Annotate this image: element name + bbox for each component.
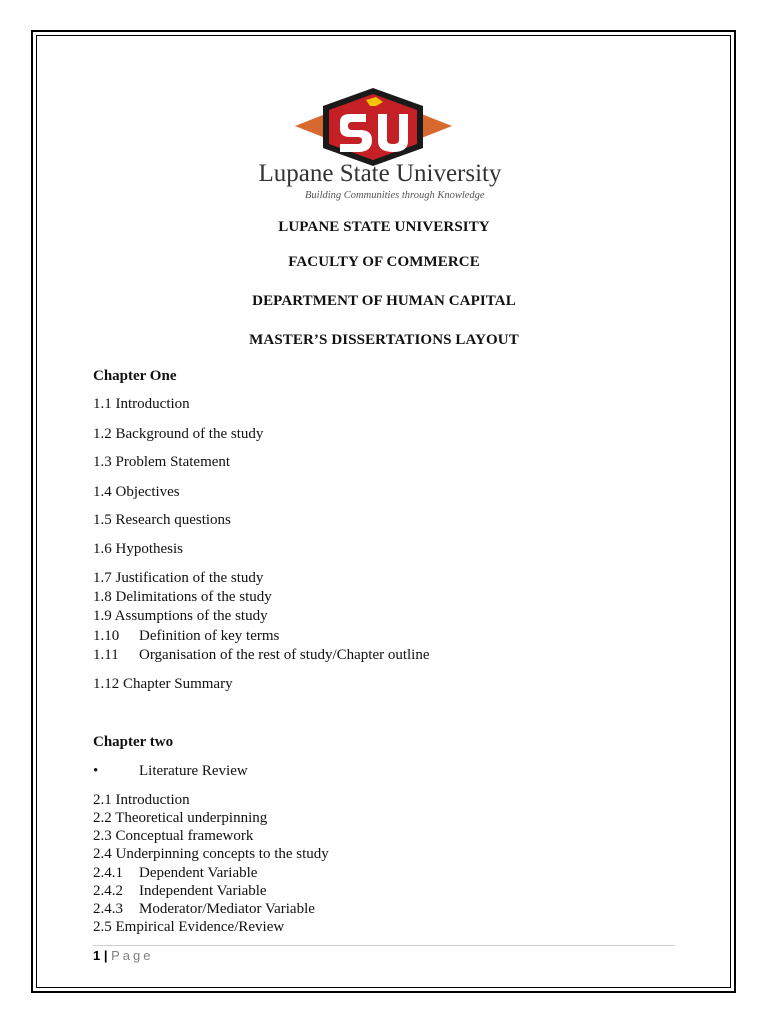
list-item-text: Definition of key terms [139,628,280,644]
chapter-one-heading: Chapter One [93,368,177,384]
list-item-number: 2.4.1 [93,865,123,881]
chapter-two-heading: Chapter two [93,734,174,750]
list-item-number: 1.11 [93,647,119,663]
list-item: 1.5 Research questions [93,512,231,528]
list-item: 2.4 Underpinning concepts to the study [93,846,329,862]
page-footer [93,948,154,963]
logo-right-arrow [419,113,452,139]
list-item-text: Dependent Variable [139,865,258,881]
list-item [93,865,257,882]
list-item-number: 2.4.2 [93,883,123,899]
bullet-icon: • [93,763,99,779]
list-item [93,647,430,664]
list-item: 2.3 Conceptual framework [93,828,254,844]
list-item-text: Organisation of the rest of study/Chapter outline [139,647,430,663]
list-item: 2.5 Empirical Evidence/Review [93,919,285,935]
list-item: 1.12 Chapter Summary [93,676,233,692]
logo-name: Lupane State University [258,160,502,187]
list-item: 1.2 Background of the study [93,426,264,442]
page-number: 1 [93,948,101,963]
list-item [93,628,279,645]
list-item: 1.1 Introduction [93,396,190,412]
list-item: 1.3 Problem Statement [93,454,231,470]
page-label: Page [111,948,154,963]
list-item: 1.8 Delimitations of the study [93,589,272,605]
university-logo [190,86,570,204]
bullet-item [93,763,248,780]
list-item-text: Moderator/Mediator Variable [139,901,315,917]
list-item [93,883,267,900]
faculty-heading: FACULTY OF COMMERCE [288,254,480,270]
list-item-text: Independent Variable [139,883,267,899]
list-item: 2.2 Theoretical underpinning [93,810,268,826]
list-item: 2.1 Introduction [93,792,190,808]
list-item: 1.6 Hypothesis [93,541,183,557]
list-item [93,901,315,918]
list-item-number: 2.4.3 [93,901,123,917]
list-item: 1.7 Justification of the study [93,570,264,586]
list-item-number: 1.10 [93,628,120,644]
logo-tagline: Building Communities through Knowledge [305,190,485,201]
bullet-text: Literature Review [139,763,248,779]
university-heading: LUPANE STATE UNIVERSITY [278,219,490,235]
list-item: 1.4 Objectives [93,484,180,500]
department-heading: DEPARTMENT OF HUMAN CAPITAL [252,293,516,309]
footer-divider [93,945,675,946]
list-item: 1.9 Assumptions of the study [93,608,268,624]
document-title: MASTER’S DISSERTATIONS LAYOUT [249,332,519,348]
footer-separator: | [103,948,108,963]
